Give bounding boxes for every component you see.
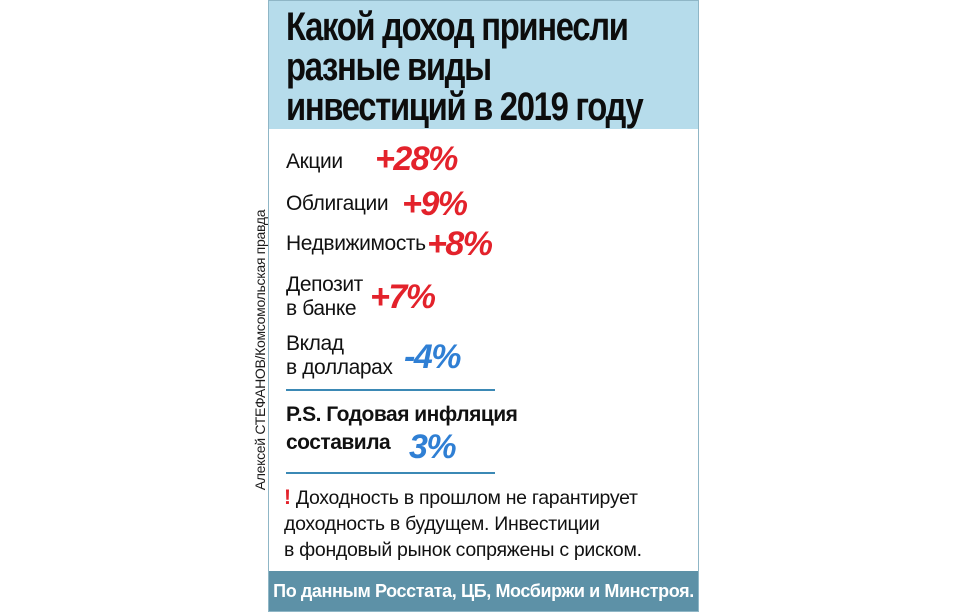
investment-value: +8% xyxy=(427,225,492,263)
investment-label-line2: в банке xyxy=(286,297,357,320)
investment-label: Недвижимость xyxy=(286,232,426,255)
risk-disclaimer xyxy=(284,485,642,563)
ps-line-1: P.S. Годовая инфляция xyxy=(286,403,518,426)
title-banner xyxy=(269,1,698,129)
investment-row-real-estate xyxy=(286,225,492,263)
investment-row-bonds xyxy=(286,185,467,223)
divider-top xyxy=(286,389,495,391)
investment-row-deposit xyxy=(286,273,435,321)
disclaimer-line-1: Доходность в прошлом не гарантирует xyxy=(295,487,638,509)
investment-value: -4% xyxy=(404,338,460,376)
ps-line-2: составила xyxy=(286,431,391,454)
warning-mark: ! xyxy=(284,486,291,509)
infographic-card xyxy=(268,0,699,612)
photo-credit: Алексей СТЕФАНОВ/Комсомольская правда xyxy=(252,209,268,491)
disclaimer-line-3: в фондовый рынок сопряжены с риском. xyxy=(284,539,642,561)
investment-label-line2: в долларах xyxy=(286,356,393,379)
investment-label: Облигации xyxy=(286,192,389,215)
investment-value: +28% xyxy=(375,140,457,178)
investment-value: +7% xyxy=(370,278,435,316)
inflation-value: 3% xyxy=(409,428,456,466)
investment-label-line1: Депозит xyxy=(286,273,363,296)
investment-row-stocks xyxy=(286,140,457,178)
disclaimer-line-2: доходность в будущем. Инвестиции xyxy=(284,513,600,535)
title-line-2: разные виды xyxy=(286,45,491,89)
investment-value: +9% xyxy=(402,185,467,223)
investment-row-usd-deposit xyxy=(286,332,460,380)
investment-label: Акции xyxy=(286,150,343,173)
source-text: По данным Росстата, ЦБ, Мосбиржи и Минстроя. xyxy=(273,580,694,601)
investment-label-line1: Вклад xyxy=(286,332,344,355)
title-line-3: инвестиций в 2019 году xyxy=(286,85,643,129)
title-line-1: Какой доход принесли xyxy=(286,5,628,49)
divider-bottom xyxy=(286,472,495,474)
source-footer xyxy=(269,571,698,611)
